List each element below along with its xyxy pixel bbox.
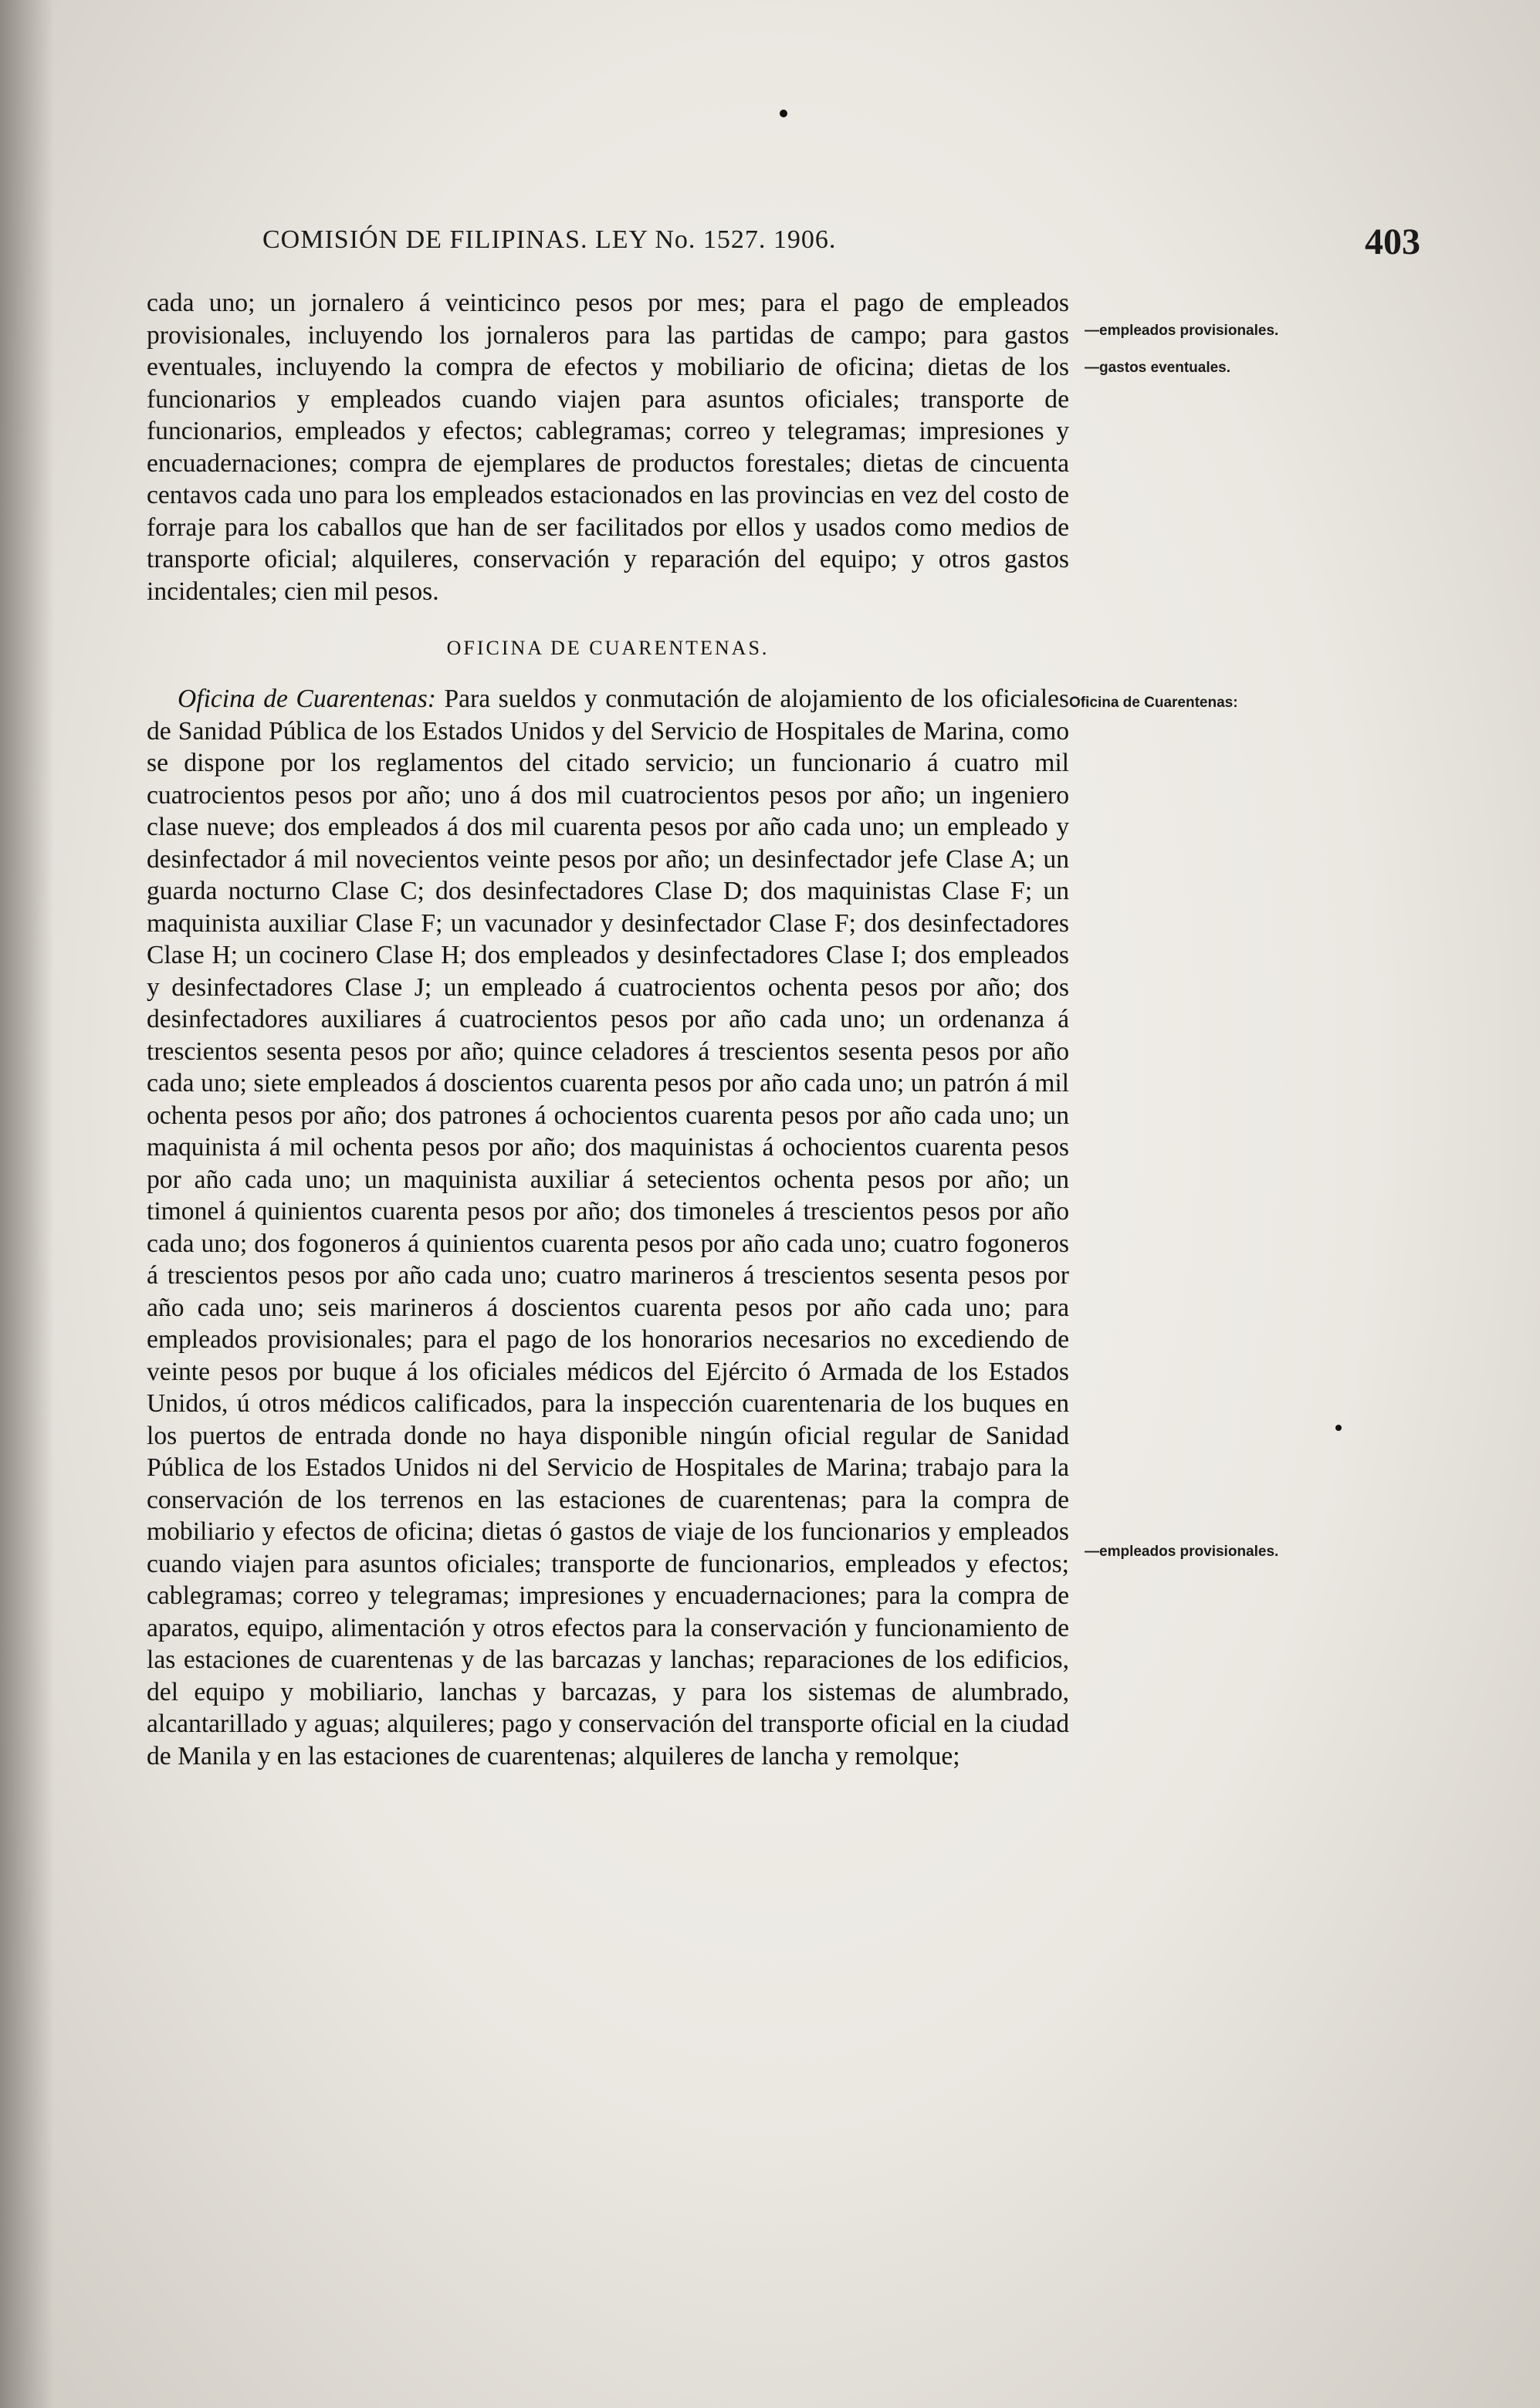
margin-note-gastos-eventuales: —gastos eventuales. [1085, 360, 1231, 376]
section-title: OFICINA DE CUARENTENAS. [446, 637, 770, 659]
margin-note-oficina-cuarentenas: Oficina de Cuarentenas: [1069, 695, 1238, 711]
paragraph-2-text: Para sueldos y conmutación de alojamiento de los oficiales de Sanidad Pública de los Estados Unidos y del Servicio de Hospitales de Marina, como se dispone por los reglamentos del citado servicio; un funcionario á cuatro mil cuatrocientos pesos por año; uno á dos mil cuatrocientos pesos por año; un ingeniero clase nueve; dos empleados á dos mil cuarenta pesos por año cada uno; un empleado y desinfectador á mil novecientos veinte pesos por año; un desinfectador jefe Clase A; un guarda nocturno Clase C; dos desinfectadores Clase D; dos maquinistas Clase F; un maquinista auxiliar Clase F; un vacunador y desinfectador Clase F; dos desinfectadores Clase H; un cocinero Clase H; dos empleados y desinfectadores Clase I; dos empleados y desinfectadores Clase J; un empleado á cuatrocientos ochenta pesos por año; dos desinfectadores auxiliares á cuatrocientos pesos por año cada uno; un ordenanza á trescientos sesenta pesos por año; quince celadores á trescientos sesenta pesos por año cada uno; siete empleados á doscientos cuarenta pesos por año cada uno; un patrón á mil ochenta pesos por año; dos patrones á ochocientos cuarenta pesos por año cada uno; un maquinista á mil ochenta pesos por año; dos maquinistas á ochocientos cuarenta pesos por año cada uno; un maquinista auxiliar á setecientos ochenta pesos por año; un timonel á quinientos cuarenta pesos por año; dos timoneles á trescientos pesos por año cada uno; dos fogoneros á quinientos cuarenta pesos por año cada uno; cuatro fogoneros á trescientos pesos por año cada uno; cuatro marineros á trescientos sesenta pesos por año cada uno; seis marineros á doscientos cuarenta pesos por año cada uno; para empleados provisionales; para el pago de los honorarios necesarios no excediendo de veinte pesos por buque á los oficiales médicos del Ejército ó Armada de los Estados Unidos, ú otros médicos calificados, para la inspección cuarentenaria de los buques en los puertos de entrada donde no haya disponible ningún oficial regular de Sanidad Pública de los Estados Unidos ni del Servicio de Hospitales de Marina; trabajo para la conservación de los terrenos en las estaciones de cuarentenas; para la compra de mobiliario y efectos de oficina; dietas ó gastos de viaje de los funcionarios y empleados cuando viajen para asuntos oficiales; transporte de funcionarios, empleados y efectos; cablegramas; correo y telegramas; impresiones y encuadernaciones; para la compra de aparatos, equipo, alimentación y otros efectos para la conservación y funcionamiento de las estaciones de cuarentenas y de las barcazas y lanchas; reparaciones de los edificios, del equipo y mobiliario, lanchas y barcazas, y para los sistemas de alumbrado, alcantarillado y aguas; alquileres; pago y conservación del transporte oficial en la ciudad de Manila y en las estaciones de cuarentenas; alquileres de lancha y remolque; [147, 685, 1069, 1770]
paragraph-2-lead: Oficina de Cuarentenas: [178, 685, 436, 713]
margin-note-empleados-provisionales: —empleados provisionales. [1085, 323, 1279, 339]
margin-note-empleados-provisionales-2: —empleados provisionales. [1085, 1544, 1279, 1560]
ink-speck [1335, 1425, 1342, 1431]
paragraph-1: cada uno; un jornalero á veinticinco pesos por mes; para el pago de empleados provisionales, incluyendo los jornaleros para las partidas de campo; para gastos eventuales, incluyendo la compra de efectos y mobiliario de oficina; dietas de los funcionarios y empleados cuando viajen para asuntos oficiales; transporte de funcionarios, empleados y efectos; cablegramas; correo y telegramas; impresiones y encuadernaciones; compra de ejemplares de productos forestales; dietas de cincuenta centavos cada uno para los empleados estacionados en las provincias en vez del costo de forraje para los caballos que han de ser facilitados por ellos y usados como medios de transporte oficial; alquileres, conservación y reparación del equipo; y otros gastos incidentales; cien mil pesos. [147, 289, 1069, 606]
body-text [147, 287, 1069, 1772]
ink-speck [780, 110, 787, 117]
page-edge-shadow [0, 0, 54, 2408]
header-title: COMISIÓN DE FILIPINAS. LEY No. 1527. 1906. [262, 225, 837, 254]
paragraph-2 [147, 683, 1069, 1772]
running-header [262, 222, 1420, 272]
page-number: 403 [1365, 222, 1420, 262]
